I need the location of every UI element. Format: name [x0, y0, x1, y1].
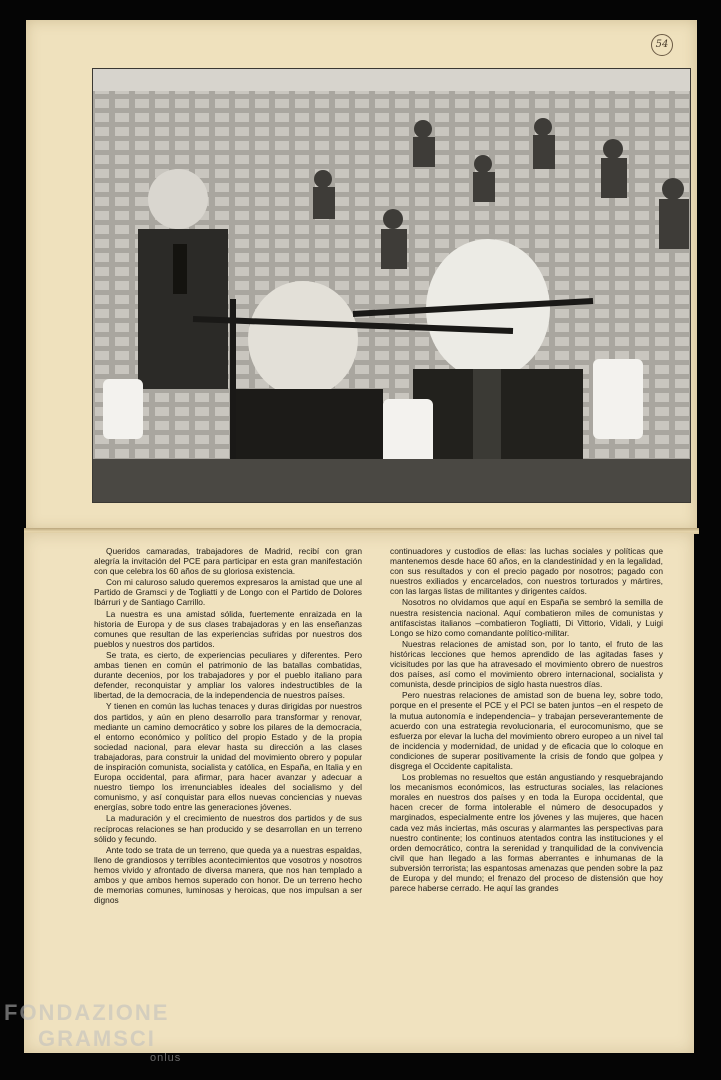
- article-paragraph: continuadores y custodios de ellas: las luchas sociales y políticas que mantenemos desde hace 60 años, en la clandestinidad y en la legalidad, con sus resultados y con el precio pagado por nosotros; pagado con nuestros exiliados y encarcelados, con nuestros torturados y mártires, con las largas listas de militantes y dirigentes caídos.: [390, 546, 663, 597]
- photo-stadium-crowd-microphones-icon: [93, 69, 690, 502]
- watermark-line: onlus: [150, 1052, 182, 1064]
- watermark-line: GRAMSCI: [38, 1026, 156, 1051]
- article-right-column: [390, 546, 663, 1006]
- article-paragraph: La maduración y el crecimiento de nuestros dos partidos y de sus recíprocas relaciones se han producido y se desarrollan en un terreno sólido y fecundo.: [94, 813, 362, 844]
- article-paragraph: La nuestra es una amistad sólida, fuertemente enraizada en la historia de Europa y de sus clases trabajadoras y en las enseñanzas comunes que resultan de las experiencias sufridas por nuestros dos pueblos y nuestros dos partidos.: [94, 608, 362, 649]
- article-paragraph: Con mi caluroso saludo queremos expresaros la amistad que une al Partido de Gramsci y de Togliatti y de Longo con el Partido de Dolores Ibárruri y de Santiago Carrillo.: [94, 577, 362, 608]
- article-paragraph: Se trata, es cierto, de experiencias peculiares y diferentes. Pero ambas tienen en común el patrimonio de las batallas combatidas, durante decenios, por los trabajadores y por el pueblo italiano para defender, reconquistar y ampliar los valores indestructibles de la libertad, de la democracia, de la independencia de nuestros países.: [94, 649, 362, 701]
- article-left-column: [94, 546, 362, 1006]
- watermark-line: FONDAZIONE: [4, 1000, 170, 1025]
- article-paragraph: Ante todo se trata de un terreno, que queda ya a nuestras espaldas, lleno de grandiosos y terribles acontecimientos que vosotros y nosotros hemos vivido y afrontado de diversa manera, que nos han templado a ambos y que ambos hemos superado con honor. De un terreno hecho de memorias comunes, luminosas y heroicas, que nos impulsan a ser dignos: [94, 844, 362, 906]
- article-paragraph: Los problemas no resueltos que están angustiando y resquebrajando los mecanismos económicos, las estructuras sociales, las relaciones morales en nuestros dos países y en toda la Europa occidental, que hacen crecer de forma intolerable el número de desocupados y marginados, especialmente entre los jóvenes y las mujeres, que hacen cada vez más inciertas, más oscuras y alarmantes las perspectivas para nuestro continente; los continuos atentados contra las instituciones y el orden democrático, contra la serenidad y tranquilidad de la convivencia civil que han llegado a las formas aberrantes e inhumanas de la subversión terrorista; las espantosas amenazas que penden sobre la paz de Europa y del mundo; el frenazo del proceso de distensión que hoy parece haberse cerrado. He aquí las grandes: [390, 772, 663, 894]
- news-photo: [92, 68, 691, 503]
- watermark-logo: [4, 1000, 184, 1076]
- article-paragraph: Queridos camaradas, trabajadores de Madrid, recibí con gran alegría la invitación del PCE para participar en esta gran manifestación con que celebra los 60 años de su gloriosa existencia.: [94, 546, 362, 577]
- article-paragraph: Y tienen en común las luchas tenaces y duras dirigidas por nuestros dos partidos, y aún en pleno desarrollo para transformar y renovar, mediante un camino democrático y sobre los pilares de la democracia, el entorno económico y político del propio Estado y de la propia sociedad nacional, para elevar hasta su dirección a las clases trabajadoras, para construir la unidad del movimiento obrero y popular de inspiración comunista, socialista y católica, en España, en Italia y en Europa occidental, para afirmar, para hacer avanzar y adecuar a nuestro tiempo los irrenunciables ideales del socialismo y del comunismo, y así conquistar para ellos nuevas conciencias y nuevas energías, sobre todo entre las generaciones jóvenes.: [94, 701, 362, 813]
- article-paragraph: Nosotros no olvidamos que aquí en España se sembró la semilla de nuestra resistencia nacional. Aquí combatieron miles de comunistas y antifascistas italianos –combatieron Togliatti, Di Vittorio, Vidali, y Luigi Longo se hizo como comandante político-militar.: [390, 597, 663, 638]
- page-number: 54: [651, 34, 673, 56]
- article-paragraph: Nuestras relaciones de amistad son, por lo tanto, el fruto de las históricas lecciones que hemos aprendido de las agitadas fases y vicisitudes por las que ha atravesado el movimiento obrero de nuestros dos países, así como el movimiento obrero internacional, socialista y comunista, desde principios de siglo hasta nuestros días.: [390, 638, 663, 690]
- article-paragraph: Pero nuestras relaciones de amistad son de buena ley, sobre todo, porque en el presente el PCE y el PCI se baten juntos –en el respeto de la mutua autonomía e independencia– y trabajan perseverantemente de acuerdo con una estrategia revolucionaria, el eurocomunismo, que se esfuerza por elevar la lucha del movimiento obrero europeo a un nivel tal de incidencia y modernidad, de unidad y de eficacia que lo coloque en condiciones de superar positivamente la crisis de fondo que golpea y disgrega el Occidente capitalista.: [390, 690, 663, 771]
